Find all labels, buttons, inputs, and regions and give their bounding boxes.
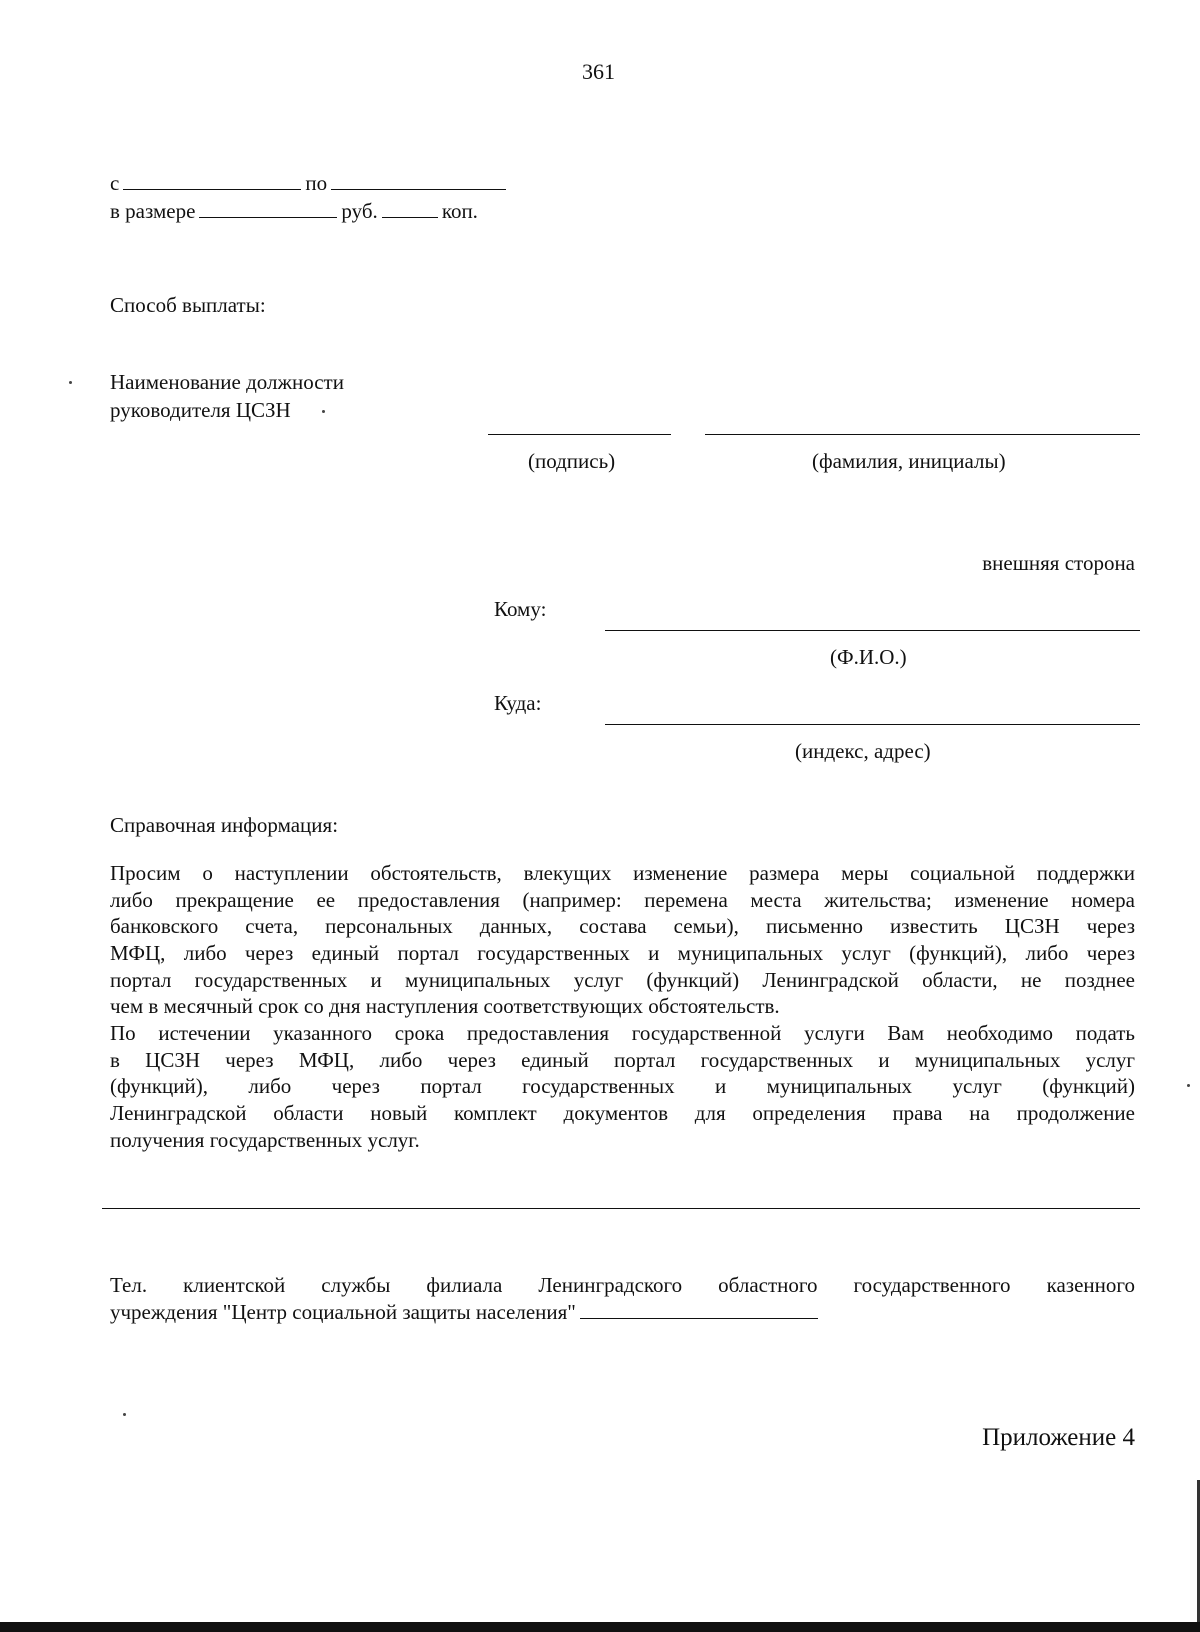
- reference-line: банковского счета, персональных данных, состава семьи), письменно известить ЦСЗН через: [110, 914, 1135, 939]
- appendix-label: Приложение 4: [982, 1424, 1135, 1451]
- period-from-field[interactable]: [123, 171, 301, 190]
- outer-side-label: внешняя сторона: [982, 551, 1135, 575]
- reference-line: По истечении указанного срока предоставления государственной услуги Вам необходимо подать: [110, 1020, 1135, 1045]
- reference-line: чем в месячный срок со дня наступления соответствующих обстоятельств.: [110, 994, 780, 1019]
- amount-rub-field[interactable]: [199, 199, 337, 218]
- period-from-label: с: [110, 171, 120, 195]
- scan-edge-bottom: [0, 1622, 1200, 1632]
- address-caption: (индекс, адрес): [795, 739, 931, 763]
- signature-caption: (подпись): [528, 449, 616, 473]
- payment-method-label: Способ выплаты:: [110, 293, 266, 317]
- reference-line: МФЦ, либо через единый портал государственных и муниципальных услуг (функций), либо через: [110, 940, 1135, 965]
- amount-row: [110, 198, 478, 225]
- scan-speck: [123, 1413, 126, 1416]
- name-line[interactable]: [705, 434, 1140, 435]
- name-caption: (фамилия, инициалы): [812, 449, 1006, 473]
- reference-line: получения государственных услуг.: [110, 1127, 420, 1152]
- kop-label: коп.: [441, 199, 478, 223]
- reference-line: портал государственных и муниципальных услуг (функций) Ленинградской области, не позднее: [110, 967, 1135, 992]
- phone-block: [110, 1272, 1135, 1325]
- reference-line: либо прекращение ее предоставления (например: перемена места жительства; изменение номера: [110, 887, 1135, 912]
- recipient-name-line[interactable]: [605, 630, 1140, 631]
- address-line[interactable]: [605, 724, 1140, 725]
- reference-line: Ленинградской области новый комплект документов для определения права на продолжение: [110, 1100, 1135, 1125]
- rub-label: руб.: [341, 199, 378, 223]
- head-position-line1: Наименование должности: [110, 370, 344, 394]
- scan-speck: [322, 410, 325, 413]
- phone-line2: учреждения "Центр социальной защиты населения": [110, 1299, 576, 1324]
- reference-paragraph: [110, 860, 1135, 1153]
- where-label: Куда:: [494, 691, 542, 715]
- separator-line: [102, 1208, 1140, 1209]
- phone-field[interactable]: [580, 1300, 818, 1319]
- scan-speck: [1187, 1084, 1190, 1087]
- scan-speck: [69, 381, 72, 384]
- period-to-label: по: [305, 171, 328, 195]
- amount-prefix: в размере: [110, 199, 196, 223]
- reference-line: (функций), либо через портал государственных и муниципальных услуг (функций): [110, 1074, 1135, 1099]
- to-label: Кому:: [494, 597, 547, 621]
- phone-line1: Тел. клиентской службы филиала Ленинградского областного государственного казенного: [110, 1273, 1135, 1297]
- period-row: [110, 170, 510, 197]
- phone-line2-row: [110, 1299, 1135, 1326]
- page-number: 361: [582, 59, 615, 84]
- amount-kop-field[interactable]: [382, 199, 438, 218]
- reference-line: Просим о наступлении обстоятельств, влекущих изменение размера меры социальной поддержки: [110, 861, 1135, 885]
- reference-heading: Справочная информация:: [110, 813, 339, 837]
- signature-line[interactable]: [488, 434, 671, 435]
- period-to-field[interactable]: [331, 171, 506, 190]
- fio-caption: (Ф.И.О.): [830, 645, 907, 669]
- head-position-line2: руководителя ЦСЗН: [110, 398, 291, 422]
- reference-line: в ЦСЗН через МФЦ, либо через единый портал государственных и муниципальных услуг: [110, 1047, 1135, 1072]
